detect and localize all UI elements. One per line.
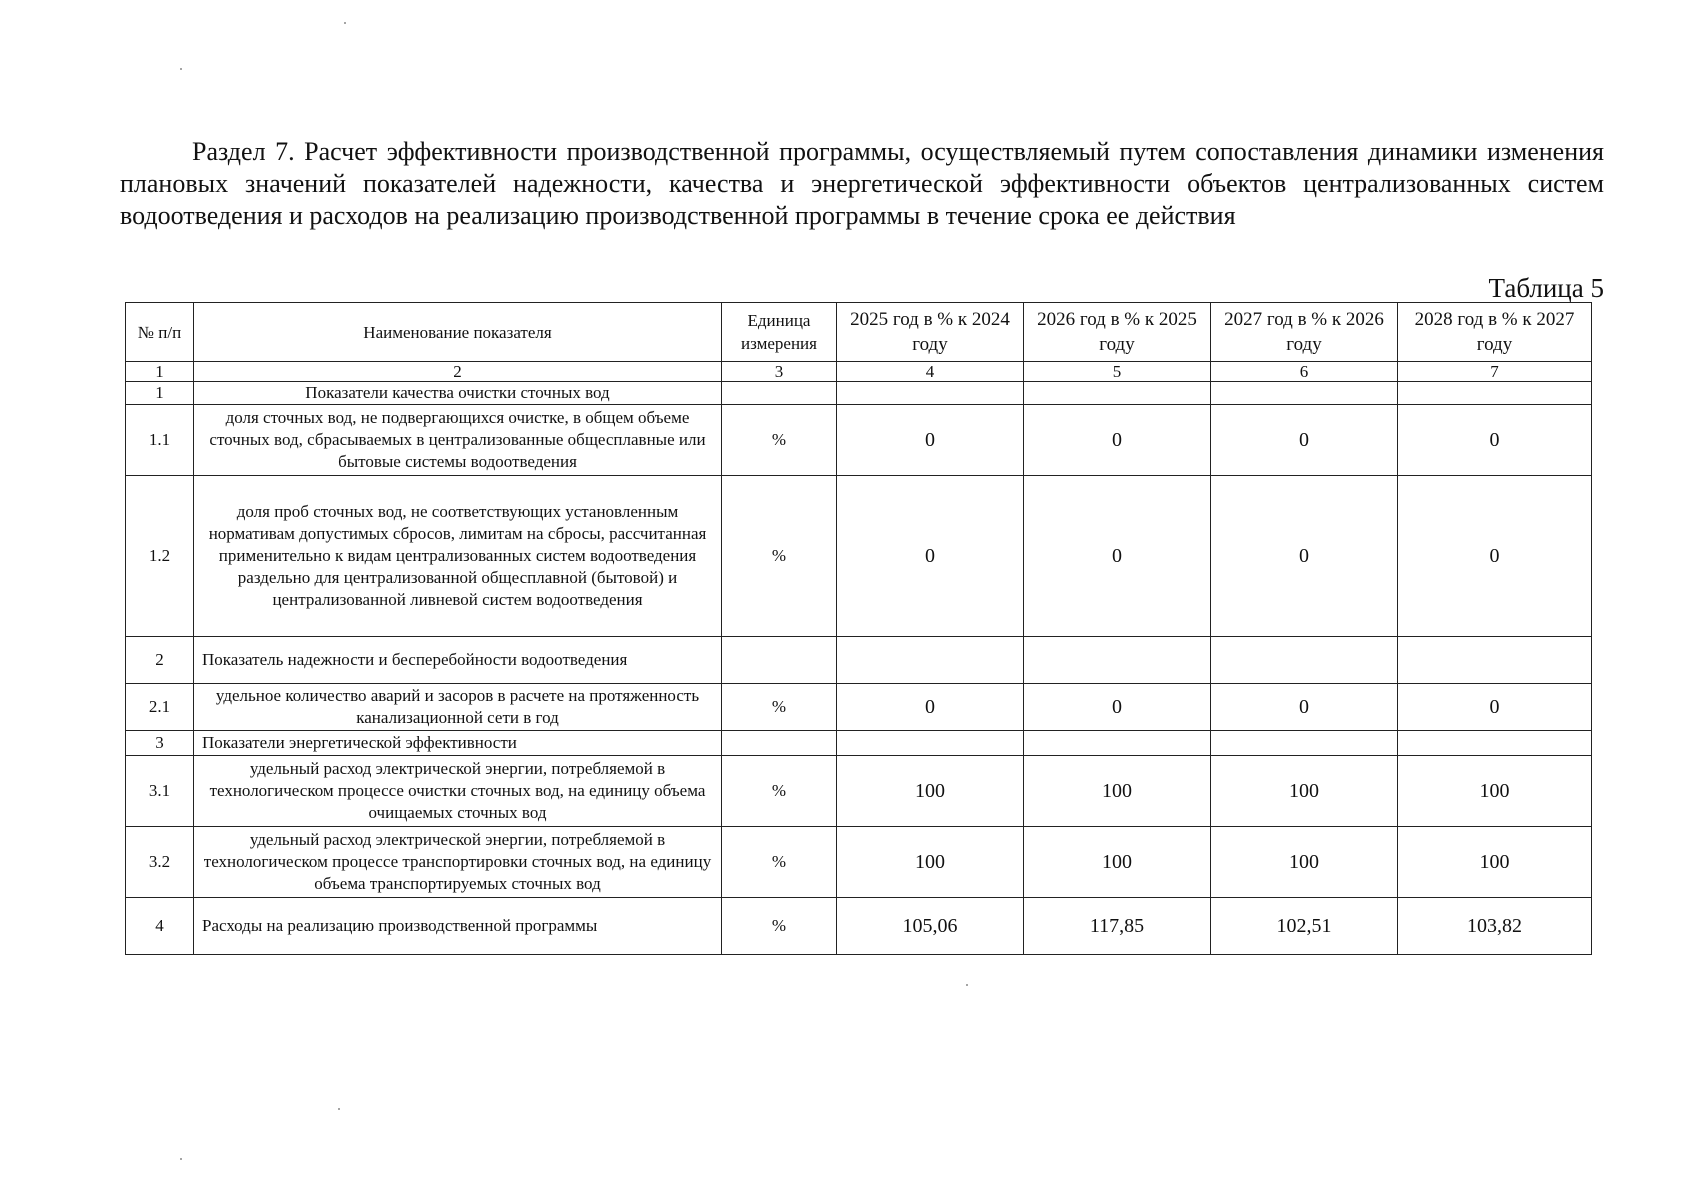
row-value-2028 — [1398, 382, 1592, 405]
table-row — [126, 637, 1592, 684]
table-row — [126, 827, 1592, 898]
row-value-2025: 0 — [837, 476, 1024, 637]
row-value-2027 — [1211, 731, 1398, 756]
header-2027: 2027 год в % к 2026 году — [1211, 303, 1398, 362]
row-value-2025: 0 — [837, 405, 1024, 476]
row-value-2026 — [1024, 731, 1211, 756]
row-unit: % — [722, 898, 837, 955]
row-number: 4 — [126, 898, 194, 955]
row-value-2026: 0 — [1024, 405, 1211, 476]
row-number: 3.1 — [126, 756, 194, 827]
row-indicator-name: Расходы на реализацию производственной программы — [194, 898, 722, 955]
row-value-2028: 0 — [1398, 684, 1592, 731]
column-number: 3 — [722, 362, 837, 382]
row-indicator-name: Показатель надежности и бесперебойности водоотведения — [194, 637, 722, 684]
row-indicator-name: удельный расход электрической энергии, потребляемой в технологическом процессе очистки сточных вод, на единицу объема очищаемых сточных вод — [194, 756, 722, 827]
row-unit — [722, 731, 837, 756]
column-number: 2 — [194, 362, 722, 382]
row-unit: % — [722, 827, 837, 898]
row-indicator-name: доля сточных вод, не подвергающихся очистке, в общем объеме сточных вод, сбрасываемых в централизованные общесплавные или бытовые системы водоотведения — [194, 405, 722, 476]
row-value-2027: 102,51 — [1211, 898, 1398, 955]
table-row — [126, 731, 1592, 756]
row-number: 1.2 — [126, 476, 194, 637]
scan-speck — [966, 984, 968, 986]
column-number: 7 — [1398, 362, 1592, 382]
header-num: № п/п — [126, 303, 194, 362]
row-indicator-name: удельный расход электрической энергии, потребляемой в технологическом процессе транспортировки сточных вод, на единицу объема транспортируемых сточных вод — [194, 827, 722, 898]
row-number: 1 — [126, 382, 194, 405]
row-value-2025: 100 — [837, 756, 1024, 827]
table-row — [126, 382, 1592, 405]
row-unit: % — [722, 756, 837, 827]
row-value-2027 — [1211, 637, 1398, 684]
row-number: 1.1 — [126, 405, 194, 476]
scan-speck — [180, 1158, 182, 1160]
header-2028: 2028 год в % к 2027 году — [1398, 303, 1592, 362]
column-number: 5 — [1024, 362, 1211, 382]
row-number: 3.2 — [126, 827, 194, 898]
header-name: Наименование показателя — [194, 303, 722, 362]
row-value-2027: 0 — [1211, 476, 1398, 637]
row-unit — [722, 382, 837, 405]
row-indicator-name: доля проб сточных вод, не соответствующих установленным нормативам допустимых сбросов, лимитам на сбросы, рассчитанная применительно к видам централизованных систем водоотведения раздельно для централизованной общесплавной (бытовой) и централизованной ливневой систем водоотведения — [194, 476, 722, 637]
row-value-2027 — [1211, 382, 1398, 405]
row-unit: % — [722, 405, 837, 476]
row-value-2026 — [1024, 637, 1211, 684]
table-row — [126, 898, 1592, 955]
scan-speck — [344, 22, 346, 24]
row-value-2026: 100 — [1024, 827, 1211, 898]
table-row — [126, 476, 1592, 637]
row-value-2026: 100 — [1024, 756, 1211, 827]
row-value-2025: 0 — [837, 684, 1024, 731]
column-number: 4 — [837, 362, 1024, 382]
header-2025: 2025 год в % к 2024 году — [837, 303, 1024, 362]
header-unit: Единица измерения — [722, 303, 837, 362]
table-row — [126, 405, 1592, 476]
row-number: 3 — [126, 731, 194, 756]
row-unit: % — [722, 476, 837, 637]
row-value-2027: 100 — [1211, 756, 1398, 827]
row-number: 2 — [126, 637, 194, 684]
indicators-table — [125, 302, 1592, 955]
row-value-2028: 103,82 — [1398, 898, 1592, 955]
row-unit: % — [722, 684, 837, 731]
row-value-2028: 100 — [1398, 827, 1592, 898]
row-value-2025: 100 — [837, 827, 1024, 898]
scan-speck — [338, 1108, 340, 1110]
row-value-2028 — [1398, 731, 1592, 756]
table-row — [126, 756, 1592, 827]
table-header-row — [126, 303, 1592, 362]
header-2026: 2026 год в % к 2025 году — [1024, 303, 1211, 362]
row-value-2028: 100 — [1398, 756, 1592, 827]
row-value-2026: 117,85 — [1024, 898, 1211, 955]
row-indicator-name: Показатели энергетической эффективности — [194, 731, 722, 756]
row-value-2026: 0 — [1024, 684, 1211, 731]
row-indicator-name: удельное количество аварий и засоров в расчете на протяженность канализационной сети в год — [194, 684, 722, 731]
row-value-2025: 105,06 — [837, 898, 1024, 955]
row-value-2028: 0 — [1398, 405, 1592, 476]
row-value-2027: 0 — [1211, 684, 1398, 731]
scan-speck — [180, 68, 182, 70]
section-heading: Раздел 7. Расчет эффективности производственной программы, осуществляемый путем сопоставления динамики изменения плановых значений показателей надежности, качества и энергетической эффективности объектов централизованных систем водоотведения и расходов на реализацию производственной программы в течение срока ее действия — [120, 137, 1604, 230]
row-value-2025 — [837, 731, 1024, 756]
row-value-2027: 0 — [1211, 405, 1398, 476]
table-row — [126, 684, 1592, 731]
row-value-2028: 0 — [1398, 476, 1592, 637]
row-number: 2.1 — [126, 684, 194, 731]
row-value-2026: 0 — [1024, 476, 1211, 637]
row-value-2028 — [1398, 637, 1592, 684]
row-unit — [722, 637, 837, 684]
row-indicator-name: Показатели качества очистки сточных вод — [194, 382, 722, 405]
row-value-2025 — [837, 382, 1024, 405]
table-caption: Таблица 5 — [1488, 273, 1604, 303]
column-number: 6 — [1211, 362, 1398, 382]
row-value-2025 — [837, 637, 1024, 684]
row-value-2027: 100 — [1211, 827, 1398, 898]
column-number: 1 — [126, 362, 194, 382]
column-number-row — [126, 362, 1592, 382]
row-value-2026 — [1024, 382, 1211, 405]
